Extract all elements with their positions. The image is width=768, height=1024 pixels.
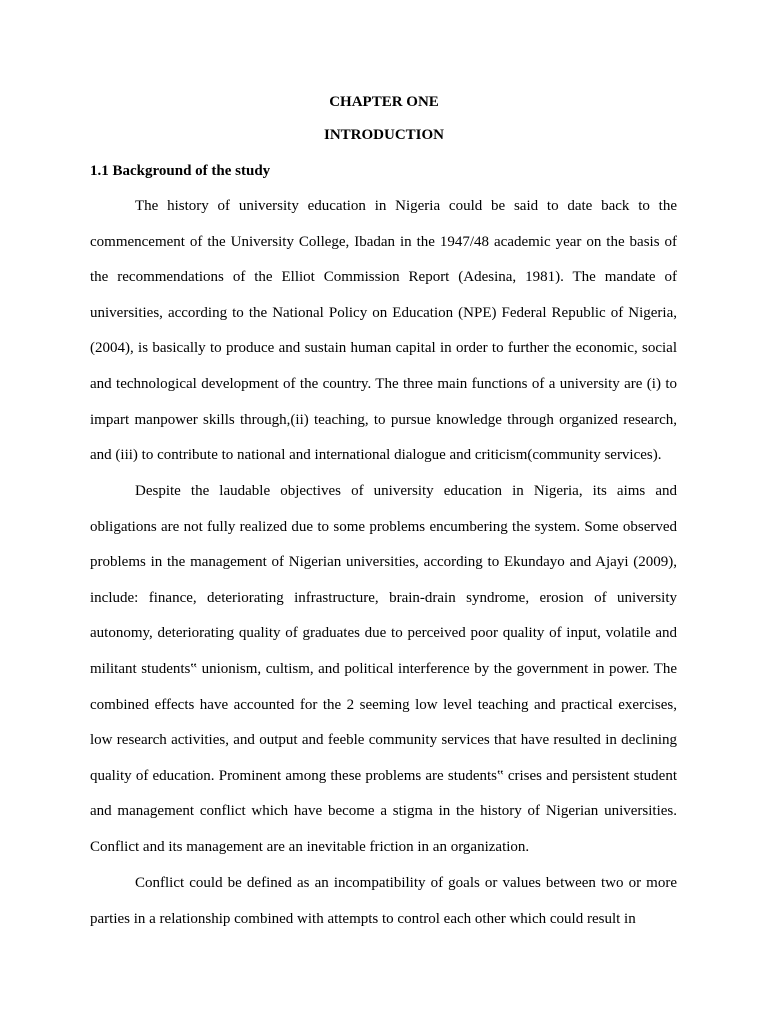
paragraph-problems: Despite the laudable objectives of university education in Nigeria, its aims and obligations are not fully realized due to some problems encumbering the system. Some observed problems in the management of Nigerian universities, according to Ekundayo and Ajayi (2009), include: finance, deteriorating infrastructure, brain-drain syndrome, erosion of university autonomy, deteriorating quality of graduates due to perceived poor quality of input, volatile and militant students‟ unionism, cultism, and political interference by the government in power. The combined effects have accounted for the 2 seeming low level teaching and practical exercises, low research activities, and output and feeble community services that have resulted in declining quality of education. Prominent among these problems are students‟ crises and persistent student and management conflict which have become a stigma in the history of Nigerian universities. Conflict and its management are an inevitable friction in an organization. <box>90 483 677 855</box>
section-heading: 1.1 Background of the study <box>90 163 271 179</box>
paragraph-history: The history of university education in Nigeria could be said to date back to the commencement of the University College, Ibadan in the 1947/48 academic year on the basis of the recommendations of the Elliot Commission Report (Adesina, 1981). The mandate of universities, according to the National Policy on Education (NPE) Federal Republic of Nigeria, (2004), is basically to produce and sustain human capital in order to further the economic, social and technological development of the country. The three main functions of a university are (i) to impart manpower skills through,(ii) teaching, to pursue knowledge through organized research, and (iii) to contribute to national and international dialogue and criticism(community services). <box>90 198 677 464</box>
paragraph-conflict: Conflict could be defined as an incompatibility of goals or values between two or more parties in a relationship combined with attempts to control each other which could result in <box>90 875 677 927</box>
chapter-heading: CHAPTER ONE <box>329 94 439 110</box>
chapter-title: INTRODUCTION <box>323 127 444 143</box>
